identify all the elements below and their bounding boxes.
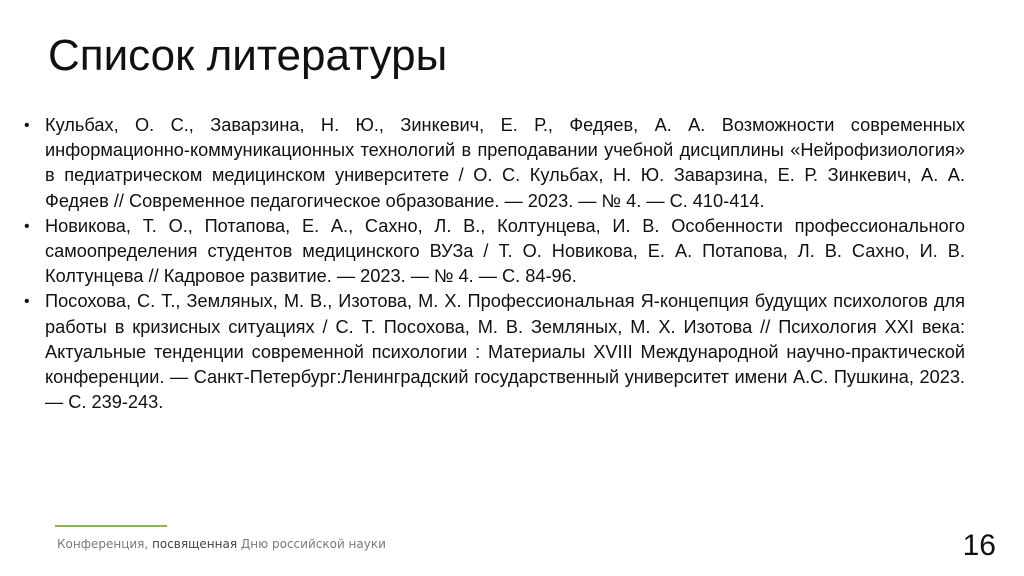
reference-item <box>24 214 965 290</box>
bullet-icon: • <box>24 217 30 235</box>
bullet-icon: • <box>24 293 30 311</box>
footer-caption <box>57 536 386 552</box>
reference-item <box>24 289 965 415</box>
footer-caption-part: Конференция, <box>57 537 153 551</box>
page-number: 16 <box>962 529 996 562</box>
footer-caption-part: Дню российской науки <box>237 537 386 551</box>
slide-title: Список литературы <box>48 31 448 80</box>
reference-item <box>24 113 965 214</box>
footer-divider <box>55 525 167 527</box>
reference-text: Кульбах, О. С., Заварзина, Н. Ю., Зинкевич, Е. Р., Федяев, А. А. Возможности современных информационно-коммуникационных технологий в преподавании учебной дисциплины «Нейрофизиология» в педиатрическом медицинском университете / О. С. Кульбах, Н. Ю. Заварзина, Е. Р. Зинкевич, А. А. Федяев // Современное педагогическое образование. — 2023. — № 4. — С. 410-414. <box>45 115 965 211</box>
reference-text: Новикова, Т. О., Потапова, Е. А., Сахно, Л. В., Колтунцева, И. В. Особенности профессионального самоопределения студентов медицинского ВУЗа / Т. О. Новикова, Е. А. Потапова, Л. В. Сахно, И. В. Колтунцева // Кадровое развитие. — 2023. — № 4. — С. 84-96. <box>45 215 965 287</box>
reference-list <box>24 113 965 415</box>
footer-caption-part: посвященная <box>152 537 238 551</box>
bullet-icon: • <box>24 117 30 134</box>
reference-text: Посохова, С. Т., Земляных, М. В., Изотова, М. Х. Профессиональная Я-концепция будущих психологов для работы в кризисных ситуациях / С. Т. Посохова, М. В. Земляных, М. Х. Изотова // Психология XXI века: Актуальные тенденции современной психологии : Материалы XVIII Международной научно-практической конференции. — Санкт-Петербург:Ленинградский государственный университет имени А.С. Пушкина, 2023. — С. 239-243. <box>45 291 965 413</box>
